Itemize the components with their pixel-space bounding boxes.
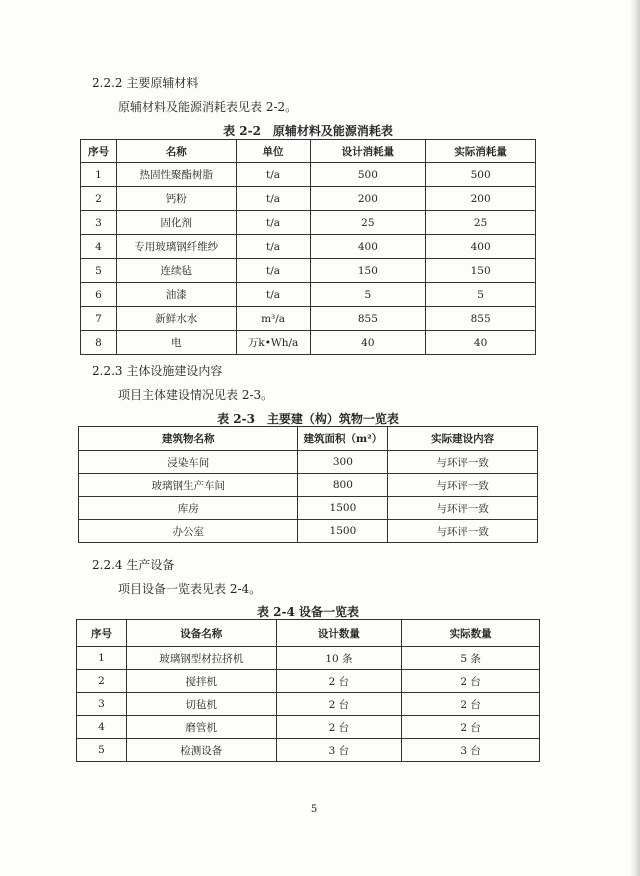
table-cell: 1 [77, 647, 127, 670]
table-cell: 5 [81, 259, 117, 283]
header-cell: 实际数量 [402, 620, 540, 647]
table-cell: 检测设备 [126, 739, 276, 762]
table-cell: 2 台 [402, 716, 540, 739]
table-row [81, 331, 536, 355]
section-heading-2-2-3: 2.2.3 主体设施建设内容 [92, 364, 223, 378]
table-cell: 2 台 [276, 693, 402, 716]
table-cell: 玻璃钢生产车间 [79, 474, 298, 497]
table-cell: 与环评一致 [388, 451, 538, 474]
table-cell: 855 [310, 307, 426, 331]
table-2-3-caption: 表 2-3 主要建（构）筑物一览表 [217, 412, 399, 426]
header-cell: 设计数量 [276, 620, 402, 647]
table-cell: 搅拌机 [126, 670, 276, 693]
table-cell: 浸染车间 [79, 451, 298, 474]
table-cell: 钙粉 [116, 187, 236, 211]
table-cell: t/a [236, 259, 310, 283]
table-cell: 150 [310, 259, 426, 283]
table-cell: 200 [310, 187, 426, 211]
page-number: 5 [310, 804, 318, 815]
table-2-4 [76, 619, 540, 762]
header-cell: 建筑面积（m²） [298, 427, 388, 451]
table-cell: 热固性聚酯树脂 [116, 163, 236, 187]
section-heading-2-2-2: 2.2.2 主要原辅材料 [92, 76, 199, 90]
table-row [79, 451, 538, 474]
table-cell: 3 [77, 693, 127, 716]
table-cell: t/a [236, 235, 310, 259]
table-cell: 2 [77, 670, 127, 693]
table-cell: 2 台 [402, 693, 540, 716]
table-cell: 400 [310, 235, 426, 259]
table-cell: 3 [81, 211, 117, 235]
table-cell: 40 [426, 331, 536, 355]
table-cell: 库房 [79, 497, 298, 520]
table-2-2-caption: 表 2-2 原辅材料及能源消耗表 [223, 124, 393, 138]
table-cell: 与环评一致 [388, 497, 538, 520]
table-cell: 500 [310, 163, 426, 187]
header-cell: 建筑物名称 [79, 427, 298, 451]
header-cell: 单位 [236, 140, 310, 163]
table-row [79, 520, 538, 543]
table-cell: 6 [81, 283, 117, 307]
table-row [81, 163, 536, 187]
section-heading-2-2-4: 2.2.4 生产设备 [92, 558, 175, 572]
table-row [81, 235, 536, 259]
table-row [81, 283, 536, 307]
table-2-2 [80, 139, 536, 355]
header-cell: 序号 [81, 140, 117, 163]
table-cell: 3 台 [276, 739, 402, 762]
header-cell: 设计消耗量 [310, 140, 426, 163]
table-cell: 5 [77, 739, 127, 762]
table-cell: t/a [236, 283, 310, 307]
table-cell: 2 台 [276, 716, 402, 739]
section-paragraph-2-2-3: 项目主体建设情况见表 2-3。 [118, 388, 274, 402]
header-cell: 设备名称 [126, 620, 276, 647]
table-cell: 25 [310, 211, 426, 235]
table-cell: 1500 [298, 520, 388, 543]
table-cell: 10 条 [276, 647, 402, 670]
table-row [81, 187, 536, 211]
table-row [77, 693, 540, 716]
table-cell: 7 [81, 307, 117, 331]
table-row [77, 647, 540, 670]
table-cell: 2 台 [276, 670, 402, 693]
table-row [79, 474, 538, 497]
table-cell: 2 台 [402, 670, 540, 693]
table-cell: 25 [426, 211, 536, 235]
table-cell: 4 [77, 716, 127, 739]
table-cell: 5 [426, 283, 536, 307]
table-cell: 400 [426, 235, 536, 259]
table-2-3 [78, 426, 538, 543]
table-cell: 磨管机 [126, 716, 276, 739]
table-cell: 4 [81, 235, 117, 259]
table-cell: 150 [426, 259, 536, 283]
table-row [79, 497, 538, 520]
table-cell: 万k•Wh/a [236, 331, 310, 355]
table-row [81, 259, 536, 283]
table-cell: 与环评一致 [388, 474, 538, 497]
table-cell: 电 [116, 331, 236, 355]
table-row [81, 211, 536, 235]
table-cell: 玻璃钢型材拉挤机 [126, 647, 276, 670]
table-cell: 油漆 [116, 283, 236, 307]
table-cell: 500 [426, 163, 536, 187]
table-cell: t/a [236, 187, 310, 211]
section-paragraph-2-2-2: 原辅材料及能源消耗表见表 2-2。 [118, 100, 298, 114]
table-cell: t/a [236, 211, 310, 235]
page-edge-shadow [630, 0, 640, 876]
header-cell: 实际消耗量 [426, 140, 536, 163]
table-cell: 1 [81, 163, 117, 187]
table-cell: 200 [426, 187, 536, 211]
table-cell: 1500 [298, 497, 388, 520]
table-cell: 固化剂 [116, 211, 236, 235]
table-row [77, 670, 540, 693]
table-cell: 与环评一致 [388, 520, 538, 543]
section-paragraph-2-2-4: 项目设备一览表见表 2-4。 [118, 582, 262, 596]
table-cell: 855 [426, 307, 536, 331]
table-cell: m³/a [236, 307, 310, 331]
header-cell: 序号 [77, 620, 127, 647]
table-cell: 800 [298, 474, 388, 497]
table-cell: 连续毡 [116, 259, 236, 283]
header-cell: 名称 [116, 140, 236, 163]
table-cell: 5 条 [402, 647, 540, 670]
table-cell: 办公室 [79, 520, 298, 543]
table-cell: 40 [310, 331, 426, 355]
header-cell: 实际建设内容 [388, 427, 538, 451]
table-cell: 3 台 [402, 739, 540, 762]
table-cell: t/a [236, 163, 310, 187]
table-cell: 新鲜水水 [116, 307, 236, 331]
table-cell: 切毡机 [126, 693, 276, 716]
table-cell: 2 [81, 187, 117, 211]
table-2-4-caption: 表 2-4 设备一览表 [256, 605, 360, 619]
table-row [77, 716, 540, 739]
table-cell: 5 [310, 283, 426, 307]
table-row [81, 307, 536, 331]
table-cell: 专用玻璃钢纤维纱 [116, 235, 236, 259]
table-cell: 8 [81, 331, 117, 355]
table-row [77, 739, 540, 762]
table-cell: 300 [298, 451, 388, 474]
